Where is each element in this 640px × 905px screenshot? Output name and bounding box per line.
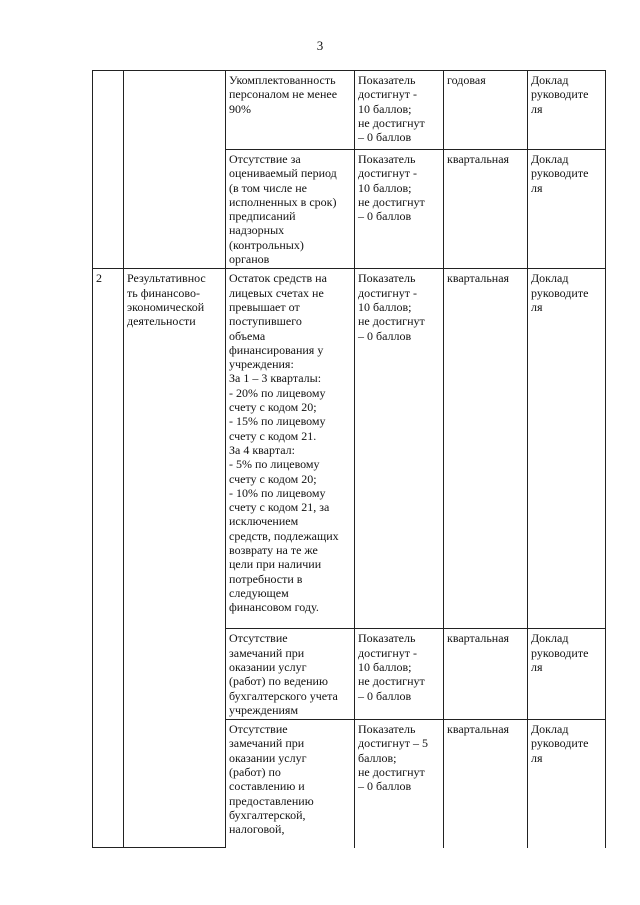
row-number-cell: 2: [93, 269, 124, 848]
score-cell: Показатель достигнут – 5 баллов; не достигнут – 0 баллов: [355, 720, 444, 848]
period-cell: квартальная: [444, 269, 528, 629]
report-cell: Доклад руководите ля: [528, 71, 606, 150]
row-number-cell: [93, 71, 124, 269]
report-cell: Доклад руководите ля: [528, 269, 606, 629]
criterion-cell: Отсутствие замечаний при оказании услуг (работ) по составлению и предоставлению бухгалтерской, налоговой,: [226, 720, 355, 848]
score-cell: Показатель достигнут - 10 баллов; не достигнут – 0 баллов: [355, 629, 444, 720]
criterion-cell: Отсутствие замечаний при оказании услуг (работ) по ведению бухгалтерского учета учреждениям: [226, 629, 355, 720]
criterion-cell: Остаток средств на лицевых счетах не превышает от поступившего объема финансирования у учреждения: За 1 – 3 кварталы: - 20% по лицевому счету с кодом 20; - 15% по лицевому счету с кодом 21. За 4 квартал: - 5% по лицевому счету с кодом 20; - 10% по лицевому счету с кодом 21, за исключением средств, подлежащих возврату на те же цели при наличии потребности в следующем финансовом году.: [226, 269, 355, 629]
table-row: [93, 269, 606, 629]
criterion-cell: Отсутствие за оцениваемый период (в том числе не исполненных в срок) предписаний надзорных (контрольных) органов: [226, 150, 355, 269]
report-cell: Доклад руководите ля: [528, 720, 606, 848]
criteria-table: [92, 70, 606, 848]
period-cell: квартальная: [444, 720, 528, 848]
criterion-cell: Укомплектованность персоналом не менее 90%: [226, 71, 355, 150]
score-cell: Показатель достигнут - 10 баллов; не достигнут – 0 баллов: [355, 71, 444, 150]
period-cell: квартальная: [444, 629, 528, 720]
score-cell: Показатель достигнут - 10 баллов; не достигнут – 0 баллов: [355, 269, 444, 629]
table-row: [93, 71, 606, 150]
indicator-name-cell: Результативнос ть финансово- экономической деятельности: [124, 269, 226, 848]
period-cell: квартальная: [444, 150, 528, 269]
report-cell: Доклад руководите ля: [528, 629, 606, 720]
report-cell: Доклад руководите ля: [528, 150, 606, 269]
score-cell: Показатель достигнут - 10 баллов; не достигнут – 0 баллов: [355, 150, 444, 269]
page-number: 3: [316, 38, 324, 53]
indicator-name-cell: [124, 71, 226, 269]
period-cell: годовая: [444, 71, 528, 150]
